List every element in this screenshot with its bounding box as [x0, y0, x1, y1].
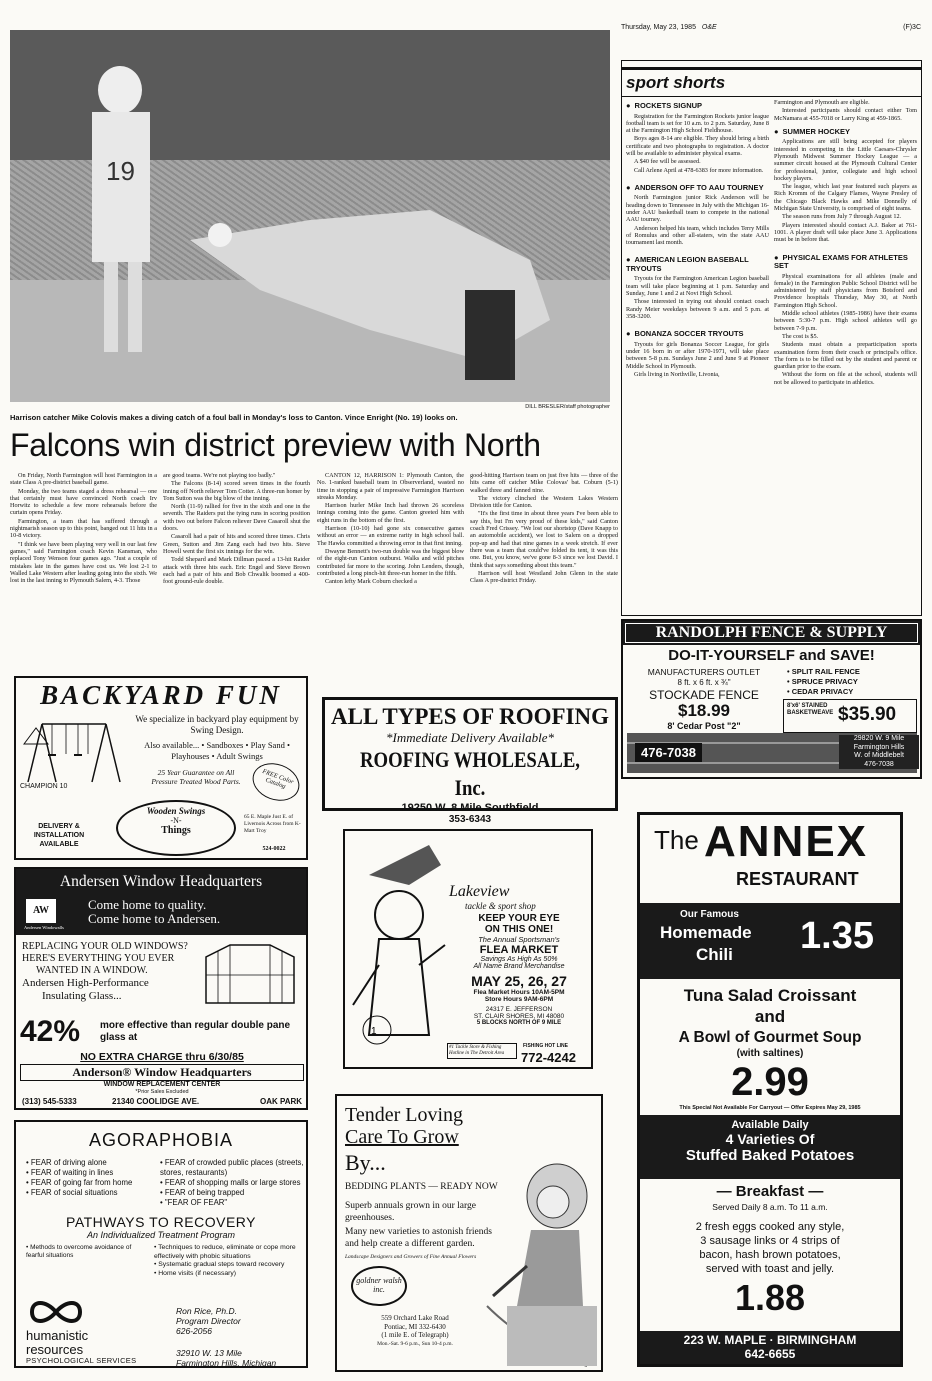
fisherman-illustration — [349, 835, 449, 1065]
randolph-price-2: $35.90 — [838, 704, 897, 725]
annex-b1: 2 fresh eggs cooked any style, — [695, 1221, 845, 1233]
agora-org-1: humanistic — [26, 1328, 89, 1343]
andersen-note: *Prior Sales Excluded — [135, 1089, 189, 1095]
short-para: Tryouts for the Farmington American Legion baseball team will take place beginning at 1 p.m. Saturday and Sunday, June 1 and 2 at Novi High School. — [626, 275, 769, 298]
ad-randolph-fence — [621, 619, 922, 779]
andersen-title: Andersen Window Headquarters — [59, 873, 263, 890]
backyard-address: 65 E. Maple Just E. of Livernois Across from K-Mart Troy — [244, 814, 301, 834]
story-col-2 — [163, 472, 310, 670]
shorts-right-col — [774, 99, 917, 613]
annex-bfast: — Breakfast — — [716, 1183, 824, 1200]
sport-shorts-title: sport shorts — [622, 67, 921, 97]
lakeview-text — [447, 913, 591, 1026]
andersen-extra: NO EXTRA CHARGE thru 6/30/85 — [80, 1051, 244, 1063]
agora-sub2: An Individualized Treatment Program — [87, 1230, 235, 1240]
andersen-header — [16, 869, 306, 935]
shorts-left-col — [626, 99, 769, 613]
short-para: The cost is $5. — [782, 332, 819, 340]
andersen-h3: WANTED IN A WINDOW. — [36, 965, 148, 976]
andersen-logo-text: AW — [32, 905, 50, 916]
logo-mid: -N- — [170, 816, 182, 825]
roofing-l1: ALL TYPES OF ROOFING — [331, 704, 609, 729]
lakeview-l5: Savings As High As 50% — [480, 956, 558, 963]
masthead-paper: O&E — [701, 24, 717, 31]
agora-addr-1: 32910 W. 13 Mile — [176, 1348, 242, 1358]
masthead-date: Thursday, May 23, 1985 — [621, 24, 696, 31]
roofing-l3: ROOFING WHOLESALE, Inc. — [360, 747, 580, 800]
ad-backyard-fun — [14, 676, 308, 860]
story-para: Harrison (10-10) had gone six consecutive games without an error — an extreme rarity in high school ball. The Hawks committed a throwing error in that first inning. — [317, 525, 464, 547]
story-para: "I think we have been playing very well in our last few games," said Farmington coach Kevin Kansman, who replaced Tony Wenson four games ago. "Just a couple of mistakes late in the games have cost us. We lost 2-1 to Walled Lake Western after leading going into the sixth. We lost in the last inning to Plymouth Salem, 4-3. Those — [10, 540, 157, 585]
swing-set-illustration — [22, 714, 126, 784]
story-para: Canton lefty Mark Coburn checked a — [325, 578, 417, 586]
annex-the: The — [654, 825, 699, 855]
story-para: are good teams. We're not playing too badly." — [163, 472, 276, 479]
story-col-4 — [470, 472, 618, 690]
lakeview-l6: All Name Brand Merchandise — [473, 963, 565, 970]
short-para: Players interested should contact A.J. Baker at 761-1001. A player draft will take place June 3. Applications must be in before that. — [774, 221, 917, 244]
andersen-slogan-2: Come home to Andersen. — [88, 911, 221, 926]
short-heading: ● ROCKETS SIGNUP — [626, 102, 769, 111]
randolph-addr-3: W. of Middlebelt — [854, 752, 904, 759]
annex-tuna — [640, 985, 900, 1111]
lakeview-hours-1: Flea Market Hours 10AM-5PM — [473, 989, 565, 996]
short-para: Registration for the Farmington Rockets junior league football team is set for 10 a.m. to 2 p.m. Saturday, June 8 at the Farmington High School Fieldhouse. — [626, 112, 769, 135]
short-para: Call Arlene April at 478-6383 for more information. — [634, 166, 764, 174]
randolph-addr-1: 29820 W. 9 Mile — [853, 735, 905, 742]
story-para: Monday, the two teams staged a dress rehearsal — one that certainly must have convinced North coach Irv Horwitz to schedule a few more rehearsals before the curtain opens Friday. — [10, 487, 157, 517]
fear-item: • FEAR of shopping malls or large stores — [160, 1178, 301, 1187]
story-para: Todd Shepard and Mark Dillman paced a 13-hit Raider attack with three hits each. Eric Engel and Steve Brown each had a pair of hits and Bob Chwalik boomed a 400-foot ground-rule double. — [163, 556, 310, 586]
andersen-address: 21340 COOLIDGE AVE. — [112, 1097, 200, 1106]
agora-org-2: resources — [26, 1342, 84, 1357]
short-para: The league, which last year featured such players as Rich Kromm of the Calgary Flames, Wayne Presley of the Chicago Black Hawks and Mike Donnelly of Michigan State University, is comprised of eight teams. — [774, 183, 917, 213]
story-col-1 — [10, 472, 157, 670]
sport-shorts — [621, 60, 922, 616]
ad-andersen — [14, 867, 308, 1110]
agora-title: AGORAPHOBIA — [88, 1130, 234, 1150]
randolph-size: 8 ft. x 6 ft. x ¾" — [677, 678, 731, 687]
annex-footer — [640, 1331, 900, 1364]
fear-item: • FEAR of being trapped — [160, 1188, 245, 1197]
agora-tech — [154, 1244, 304, 1278]
agora-fears-right — [160, 1158, 306, 1208]
tender-hours: Mon.-Sat. 9-6 p.m., Sun 10-4 p.m. — [377, 1340, 453, 1347]
randolph-addr-2: Farmington Hills — [853, 743, 905, 751]
annex-potato-block — [640, 1115, 900, 1179]
short-para: Without the form on file at the school, students will not be allowed to participate in athletics. — [774, 371, 917, 386]
backyard-phone: 524-0022 — [262, 846, 286, 852]
story-para: "It's the first time in about three years I've been able to say this, but I'm very proud of these kids," said Canton coach Fred Crissey. "We lost our shortstop (Dave Knapp to an automobile accident), we lost to Salem on a dropped pop-up and had that nine games in a week stretch. If ever there was a team that could've folded its tent, it was this one. But, you know, we've gone 8-3 since we lost David. I think that says something about this team." — [470, 510, 618, 569]
photo-caption: Harrison catcher Mike Colovis makes a diving catch of a foul ball in Monday's loss to Canton. Vince Enright (No. 19) looks on. — [10, 413, 458, 422]
annex-tuna-1: Tuna Salad Croissant — [683, 986, 857, 1005]
tender-contact — [345, 1314, 485, 1348]
masthead-section: (F)3C — [903, 24, 921, 31]
tender-h1: Tender Loving — [345, 1104, 464, 1126]
annex-breakfast — [640, 1183, 900, 1320]
lead-photo — [10, 30, 610, 402]
backyard-guarantee: 25 Year Guarantee on All Pressure Treated Wood Parts. — [151, 768, 241, 786]
story-para: Harrison will host Westland John Glenn in the state Class A pre-district Friday. — [470, 569, 618, 585]
tender-h3: By... — [345, 1150, 386, 1175]
tender-l2: Superb annuals grown in our large greenhouses. — [345, 1201, 476, 1223]
randolph-item: • SPRUCE PRIVACY — [787, 677, 858, 686]
backyard-delivery: DELIVERY & INSTALLATION AVAILABLE — [33, 823, 85, 848]
randolph-title: RANDOLPH FENCE & SUPPLY — [625, 623, 918, 643]
short-para: Boys ages 8-14 are eligible. They should bring a birth certificate and two photographs to registration. A doctor will be available to administer physical exams. — [626, 135, 769, 157]
annex-chili-2: Chili — [696, 945, 733, 964]
agora-addr-2: Farmington Hills, Michigan — [176, 1358, 277, 1368]
fear-item: • FEAR of waiting in lines — [26, 1168, 114, 1177]
lakeview-addr-3: 5 BLOCKS NORTH OF 9 MILE — [476, 1020, 562, 1026]
annex-potato-1: 4 Varieties Of — [725, 1131, 815, 1147]
roofing-l2: *Immediate Delivery Available* — [386, 730, 554, 745]
agora-tech-3: • Home visits (if necessary) — [154, 1269, 237, 1277]
randolph-address — [839, 735, 919, 769]
randolph-price-1: $18.99 — [678, 701, 730, 720]
annex-name: ANNEX — [704, 817, 869, 866]
andersen-h2: HERE'S EVERYTHING YOU EVER — [22, 953, 175, 964]
lakeview-dates: MAY 25, 26, 27 — [471, 973, 567, 989]
ad-lakeview — [343, 829, 593, 1069]
wooden-swings-logo — [116, 800, 236, 856]
fear-item: • FEAR of social situations — [26, 1188, 118, 1197]
story-para: Harrison hurler Mike Inch had thrown 26 scoreless innings coming into the game. Canton greeted him with eight runs in the bottom of the first. — [317, 502, 464, 524]
photo-credit: DILL BRESLER/staff photographer — [525, 404, 610, 410]
short-para: A $40 fee will be assessed. — [634, 158, 701, 166]
randolph-header — [623, 621, 920, 645]
lakeview-name: Lakeview — [449, 883, 510, 900]
annex-addr: 223 W. MAPLE · BIRMINGHAM — [683, 1333, 857, 1347]
roofing-l4: 19250 W. 8 Mile Southfield — [401, 802, 539, 814]
annex-special: This Special Not Available For Carryout — Offer Expires May 29, 1985 — [679, 1105, 861, 1111]
svg-text:1: 1 — [371, 1026, 377, 1037]
agora-tech-1: • Techniques to reduce, eliminate or cope more effectively with phobic situations — [154, 1244, 296, 1260]
short-para: Those interested in trying out should contact coach Randy Meier weekdays between 9 a.m. and 5 p.m. at 358-3200. — [626, 298, 769, 320]
short-heading: ● ANDERSON OFF TO AAU TOURNEY — [626, 184, 769, 193]
andersen-phone: (313) 545-5333 — [22, 1097, 77, 1106]
lakeview-addr-2: ST. CLAIR SHORES, MI 48080 — [473, 1013, 565, 1020]
agora-org-3: PSYCHOLOGICAL SERVICES — [26, 1356, 137, 1365]
agora-fears-left — [26, 1158, 156, 1198]
randolph-basket-label: 8'x6' STAINED BASKETWEAVE — [787, 703, 834, 716]
tender-h2: Care To Grow — [345, 1126, 459, 1148]
andersen-hq: Anderson® Window Headquarters — [20, 1064, 304, 1081]
tender-addr-3: (1 mile E. of Telegraph) — [381, 1331, 449, 1339]
randolph-item: • CEDAR PRIVACY — [787, 687, 854, 696]
lakeview-phone: 772-4242 — [521, 1050, 576, 1065]
roofing-l5: 353-6343 — [448, 814, 492, 825]
short-para: Physical examinations for all athletes (male and female) in the Farmington Public School District will be administered by staff physicians from Botsford and Providence hospitals Thursday, May 30, at North Farmington High School. — [774, 272, 917, 309]
andersen-h1: REPLACING YOUR OLD WINDOWS? — [22, 941, 188, 952]
short-para: Students must obtain a preparticipation sports examination form from their coach or principal's office. The form is to be filled out by the student and parent or guardian prior to the exam. — [774, 341, 917, 371]
baseball-photo-illustration — [10, 30, 610, 402]
tender-l4: Landscape Designers and Growers of Fine Annual Flowers — [345, 1254, 477, 1260]
tender-l3: Many new varieties to astonish friends and help create a different garden. — [345, 1227, 492, 1249]
fear-item: • "FEAR OF FEAR" — [160, 1198, 228, 1207]
andersen-h5: Insulating Glass... — [42, 990, 122, 1002]
short-para: Anderson helped his team, which includes Terry Mills of Romulus and other all-staters, win the state AAU tournament last month. — [626, 224, 769, 247]
goldner-walsh-logo: goldner walsh inc. — [351, 1266, 407, 1306]
story-para: The victory clinched the Western Lakes Western Division title for Canton. — [470, 494, 618, 510]
annex-famous: Our Famous — [680, 909, 739, 920]
annex-tuna-4: (with saltines) — [736, 1048, 804, 1059]
story-para: The Falcons (8-14) scored seven times in the fourth inning off North reliever Tom Cotter. A three-run homer by Tom Sutton was the big blow of the inning. — [163, 480, 310, 502]
andersen-city: OAK PARK — [260, 1097, 303, 1106]
story-col-3 — [317, 472, 464, 690]
annex-b2: 3 sausage links or 4 strips of — [700, 1235, 840, 1247]
story-para: CANTON 12, HARRISON 1: Plymouth Canton, the No. 1-ranked baseball team in Observerland, wasted no time in stopping a pair of impressive Farmington Harrison streaks Monday. — [317, 472, 464, 501]
fear-item: • FEAR of crowded public places (streets, stores, restaurants) — [160, 1158, 304, 1177]
annex-tuna-2: and — [754, 1007, 786, 1026]
andersen-logo-sub: Andersen Windowalls — [24, 925, 64, 930]
randolph-basket — [783, 699, 917, 733]
fear-item: • FEAR of driving alone — [26, 1158, 107, 1167]
annex-b3: bacon, hash brown potatoes, — [699, 1249, 841, 1261]
short-para: Middle school athletes (1985-1986) have their exams between 5:30-7 p.m. High school athletes will go between 7-9 p.m. — [774, 310, 917, 332]
short-para: Applications are still being accepted for players interested in competing in the Little Caesars-Chrysler Plymouth Midwest Summer Hockey League — a summer circuit housed at the Plymouth Cultural Center for professional, junior, collegiate and high school hockey players. — [774, 138, 917, 182]
story-para: Casaroll had a pair of hits and scored three times. Chris Green, Sutton and Jim Zang each had two hits. Steve Howell went the first six innings for the win. — [163, 533, 310, 555]
story-para: Dwayne Bennett's two-run double was the biggest blow of the eight-run Canton outburst. Walks and wild pitches contributed far more to the scoring. John Lenders, though, contributed a long pinch-hit three-run homer in the fifth. — [317, 547, 464, 577]
annex-b4: served with toast and jelly. — [705, 1263, 835, 1275]
story-para: On Friday, North Farmington will host Farmington in a state Class A pre-district baseball game. — [10, 472, 157, 487]
tender-addr-1: 559 Orchard Lake Road — [381, 1314, 449, 1322]
backyard-line1: We specialize in backyard play equipment by Swing Design. — [135, 714, 299, 735]
short-heading: ● PHYSICAL EXAMS FOR ATHLETES SET — [774, 254, 917, 271]
lakeview-hours-2: Store Hours 9AM-6PM — [484, 996, 554, 1003]
backyard-badge: FREE Color Catalog — [247, 757, 304, 807]
randolph-stockade: STOCKADE FENCE — [649, 688, 759, 702]
andersen-h4: Andersen High-Performance — [22, 977, 149, 989]
lakeview-hotline: FISHING HOT LINE — [523, 1043, 568, 1049]
andersen-center: WINDOW REPLACEMENT CENTER — [103, 1081, 221, 1088]
agora-methods: • Methods to overcome avoidance of fearful situations — [26, 1244, 132, 1259]
short-para: Farmington and Plymouth are eligible. — [774, 99, 870, 106]
annex-tuna-3: A Bowl of Gourmet Soup — [678, 1029, 862, 1046]
short-heading: ● AMERICAN LEGION BASEBALL TRYOUTS — [626, 256, 769, 273]
annex-chili-1: Homemade — [660, 923, 752, 942]
annex-potato-2: Stuffed Baked Potatoes — [685, 1147, 855, 1164]
agora-doc: Ron Rice, Ph.D. — [176, 1306, 237, 1316]
annex-b-price: 1.88 — [734, 1277, 806, 1318]
short-para: The season runs from July 7 through August 12. — [782, 213, 902, 221]
story-para: good-hitting Harrison team on just five hits — three of the hits came off catcher Mike Colovas' bat. Coburn (5-1) walked three and fanned nine. — [470, 472, 618, 494]
randolph-outlet: MANUFACTURERS OUTLET — [647, 667, 761, 677]
andersen-logo — [26, 899, 56, 923]
lakeview-addr-1: 24317 E. JEFFERSON — [485, 1006, 553, 1013]
agora-tech-2: • Systematic gradual steps toward recovery — [154, 1261, 285, 1268]
lakeview-l3: The Annual Sportsman's — [478, 935, 560, 944]
randolph-items — [787, 667, 917, 697]
backyard-model: CHAMPION 10 — [20, 783, 68, 790]
logo-bottom: Things — [161, 825, 191, 836]
randolph-addr-4: 476-7038 — [864, 760, 894, 768]
logo-top: Wooden Swings — [146, 806, 206, 816]
agora-phone: 626-2056 — [176, 1326, 212, 1336]
randolph-item: • SPLIT RAIL FENCE — [787, 667, 860, 676]
randolph-diy: DO-IT-YOURSELF and SAVE! — [668, 647, 875, 664]
annex-chili-price: 1.35 — [800, 915, 874, 957]
annex-tuna-price: 2.99 — [731, 1060, 809, 1104]
ad-agoraphobia — [14, 1120, 308, 1368]
story-headline: Falcons win district preview with North — [10, 427, 541, 463]
andersen-pct-text: more effective than regular double pane glass at — [100, 1020, 291, 1043]
short-para: Interested participants should contact either Tom McNamara at 455-7018 or Larry King at 459-1865. — [774, 107, 917, 122]
andersen-slogan-1: Come home to quality. — [88, 897, 207, 912]
story-para: North (11-9) rallied for five in the sixth and one in the seventh. The Raiders put the tying runs in scoring position with two out before Falcon reliever Dave Casaroll shut the doors. — [163, 503, 310, 533]
andersen-pct: 42% — [20, 1015, 81, 1048]
short-para: Girls living in Northville, Livonia, — [634, 370, 720, 378]
short-heading: ● BONANZA SOCCER TRYOUTS — [626, 330, 769, 339]
masthead — [621, 24, 921, 36]
randolph-phone: 476-7038 — [635, 743, 702, 762]
backyard-line2: Also available... • Sandboxes • Play Sand • Playhouses • Adult Swings — [144, 740, 290, 761]
story-para: Farmington, a team that has suffered through a nightmarish season up to this point, banged out 11 hits in a 10-8 victory. — [10, 517, 157, 540]
annex-served: Served Daily 8 a.m. To 11 a.m. — [712, 1202, 828, 1212]
backyard-title: BACKYARD FUN — [40, 680, 282, 710]
annex-phone: 642-6655 — [744, 1347, 796, 1361]
bay-window-illustration — [200, 941, 300, 1005]
tender-l1: BEDDING PLANTS — READY NOW — [345, 1182, 498, 1192]
tender-addr-2: Pontiac, MI 332-6430 — [384, 1322, 446, 1331]
agora-role: Program Director — [176, 1316, 241, 1326]
annex-daily: Available Daily — [731, 1119, 809, 1131]
infinity-logo-icon — [28, 1298, 84, 1326]
lakeview-l2: ON THIS ONE! — [484, 924, 554, 935]
annex-rest: RESTAURANT — [736, 869, 859, 889]
lakeview-l1: KEEP YOUR EYE — [478, 913, 560, 924]
svg-text:19: 19 — [106, 156, 135, 186]
ad-tender-loving — [335, 1094, 603, 1372]
lakeview-tag: #1 Tackle Store & Fishing Hotline in The Detroit Area — [447, 1043, 517, 1059]
child-watering-illustration — [487, 1156, 599, 1370]
agora-contact — [176, 1306, 306, 1368]
short-para: North Farmington junior Rick Anderson will be heading down to Tennessee in July with the Michigan 16-under AAU basketball team to compete in the national AAU tourney. — [626, 194, 769, 224]
agora-sub: PATHWAYS TO RECOVERY — [66, 1214, 256, 1230]
ad-roofing — [322, 697, 618, 825]
fear-item: • FEAR of going far from home — [26, 1178, 133, 1187]
short-heading: ● SUMMER HOCKEY — [774, 128, 917, 137]
lakeview-sub: tackle & sport shop — [465, 901, 536, 911]
lakeview-l4: FLEA MARKET — [479, 944, 559, 956]
ad-annex — [637, 812, 903, 1367]
short-para: Tryouts for girls Bonanza Soccer League, for girls under 16 born in or after 1970-1971, will take place between 5-8 p.m. Sundays June 2 and June 9 at Pioneer Middle School in Plymouth. — [626, 340, 769, 370]
annex-chili-block — [640, 903, 900, 979]
randolph-post: 8' Cedar Post "2" — [667, 721, 741, 731]
